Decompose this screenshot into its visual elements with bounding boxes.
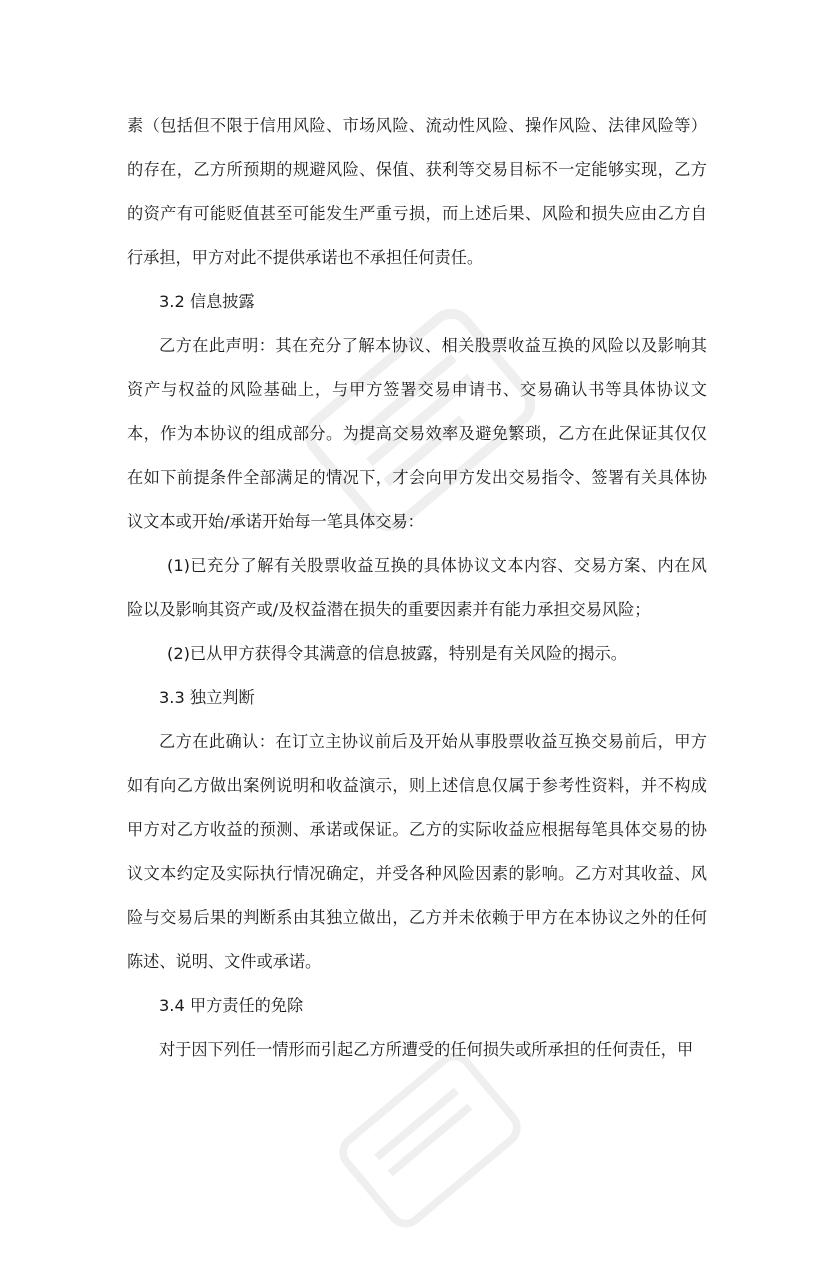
document-body bbox=[127, 104, 707, 1072]
list-item-condition-1: (1)已充分了解有关股票收益互换的具体协议文本内容、交易方案、内在风险以及影响其资产或/及权益潜在损失的重要因素并有能力承担交易风险； bbox=[127, 556, 707, 619]
paragraph-risk-continuation: 素（包括但不限于信用风险、市场风险、流动性风险、操作风险、法律风险等）的存在，乙方所预期的规避风险、保值、获利等交易目标不一定能够实现，乙方的资产有可能贬值甚至可能发生严重亏损，而上述后果、风险和损失应由乙方自行承担，甲方对此不提供承诺也不承担任何责任。 bbox=[127, 116, 707, 267]
paragraph-independent-judgment: 乙方在此确认：在订立主协议前后及开始从事股票收益互换交易前后，甲方如有向乙方做出案例说明和收益演示，则上述信息仅属于参考性资料，并不构成甲方对乙方收益的预测、承诺或保证。乙方的实际收益应根据每笔具体交易的协议文本约定及实际执行情况确定，并受各种风险因素的影响。乙方对其收益、风险与交易后果的判断系由其独立做出，乙方并未依赖于甲方在本协议之外的任何陈述、说明、文件或承诺。 bbox=[127, 732, 707, 971]
section-heading-3-3: 3.3 独立判断 bbox=[159, 688, 255, 707]
section-heading-3-2: 3.2 信息披露 bbox=[159, 292, 255, 311]
list-item-condition-2: (2)已从甲方获得令其满意的信息披露，特别是有关风险的揭示。 bbox=[167, 644, 627, 663]
paragraph-disclosure-statement: 乙方在此声明：其在充分了解本协议、相关股票收益互换的风险以及影响其资产与权益的风险基础上，与甲方签署交易申请书、交易确认书等具体协议文本，作为本协议的组成部分。为提高交易效率及避免繁琐，乙方在此保证其仅仅在如下前提条件全部满足的情况下，才会向甲方发出交易指令、签署有关具体协议文本或开始/承诺开始每一笔具体交易： bbox=[127, 336, 707, 531]
paragraph-liability-exemption: 对于因下列任一情形而引起乙方所遭受的任何损失或所承担的任何责任，甲 bbox=[159, 1040, 694, 1059]
section-heading-3-4: 3.4 甲方责任的免除 bbox=[159, 996, 304, 1015]
